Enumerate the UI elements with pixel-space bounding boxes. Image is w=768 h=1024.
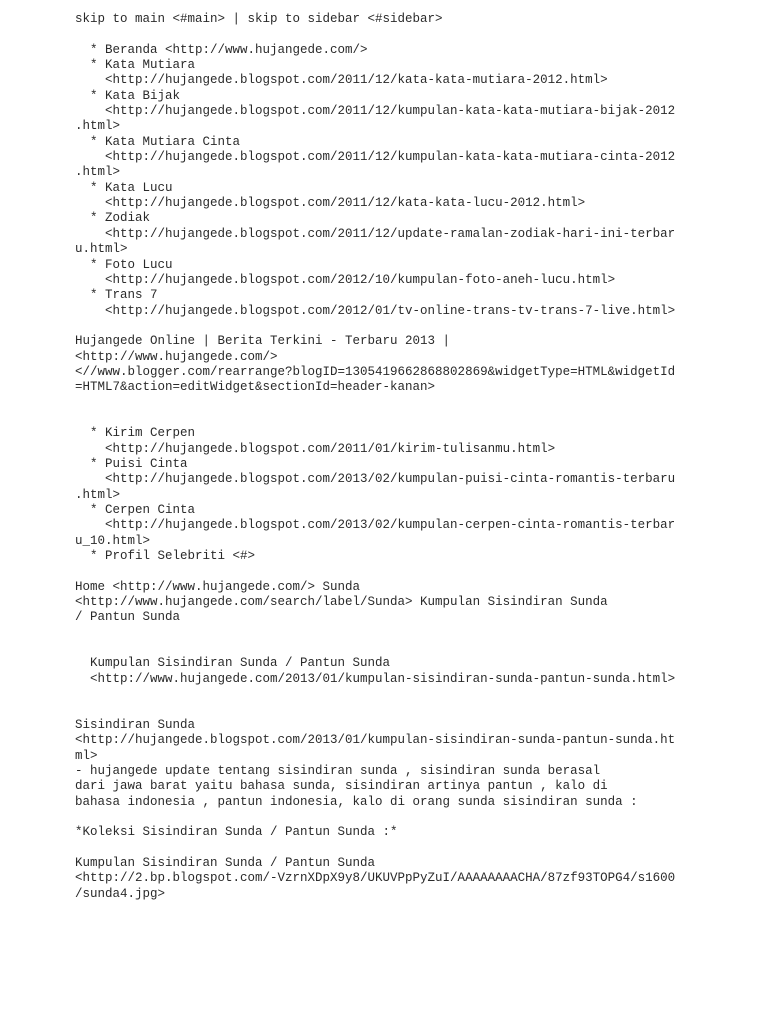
post-body-line: dari jawa barat yaitu bahasa sunda, sisindiran artinya pantun , kalo di — [75, 779, 608, 794]
nav-item-beranda[interactable]: * Beranda <http://www.hujangede.com/> — [75, 42, 368, 57]
nav-item-zodiak[interactable]: * Zodiak — [75, 211, 151, 226]
nav-item-kata-mutiara-cinta[interactable]: * Kata Mutiara Cinta — [75, 134, 241, 149]
nav-item-trans-7[interactable]: * Trans 7 — [75, 288, 158, 303]
header-menu-cerpen-cinta-url[interactable]: <http://hujangede.blogspot.com/2013/02/kumpulan-cerpen-cinta-romantis-terbar — [75, 518, 676, 533]
nav-item-kata-mutiara-cinta-url-cont[interactable]: .html> — [75, 165, 121, 180]
header-menu-kirim-cerpen-url[interactable]: <http://hujangede.blogspot.com/2011/01/kirim-tulisanmu.html> — [75, 441, 556, 456]
post-body-line: - hujangede update tentang sisindiran sunda , sisindiran sunda berasal — [75, 763, 601, 778]
document-text — [75, 12, 695, 902]
nav-item-zodiak-url[interactable]: <http://hujangede.blogspot.com/2011/12/update-ramalan-zodiak-hari-ini-terbar — [75, 226, 676, 241]
nav-item-kata-lucu-url[interactable]: <http://hujangede.blogspot.com/2011/12/kata-kata-lucu-2012.html> — [75, 196, 586, 211]
image-url-cont[interactable]: /sunda4.jpg> — [75, 886, 166, 901]
site-title-line[interactable]: Hujangede Online | Berita Terkini - Terbaru 2013 | — [75, 334, 451, 349]
breadcrumb-line[interactable]: Home <http://www.hujangede.com/> Sunda — [75, 579, 361, 594]
post-title-url[interactable]: <http://www.hujangede.com/2013/01/kumpulan-sisindiran-sunda-pantun-sunda.html> — [75, 671, 676, 686]
blank-line — [75, 564, 695, 579]
nav-item-kata-bijak-url-cont[interactable]: .html> — [75, 119, 121, 134]
nav-item-kata-bijak-url[interactable]: <http://hujangede.blogspot.com/2011/12/kumpulan-kata-kata-mutiara-bijak-2012 — [75, 104, 676, 119]
blank-line — [75, 641, 695, 656]
blank-line — [75, 626, 695, 641]
nav-item-kata-mutiara[interactable]: * Kata Mutiara — [75, 58, 196, 73]
post-link-url-cont[interactable]: ml> — [75, 748, 98, 763]
breadcrumb-line-cont[interactable]: <http://www.hujangede.com/search/label/Sunda> Kumpulan Sisindiran Sunda — [75, 595, 608, 610]
header-menu-kirim-cerpen[interactable]: * Kirim Cerpen — [75, 426, 196, 441]
post-link-url[interactable]: <http://hujangede.blogspot.com/2013/01/kumpulan-sisindiran-sunda-pantun-sunda.ht — [75, 733, 676, 748]
nav-item-kata-lucu[interactable]: * Kata Lucu — [75, 180, 173, 195]
site-title-url[interactable]: <http://www.hujangede.com/> — [75, 349, 278, 364]
header-menu-puisi-cinta[interactable]: * Puisi Cinta — [75, 456, 188, 471]
image-url[interactable]: <http://2.bp.blogspot.com/-VzrnXDpX9y8/UKUVPpPyZuI/AAAAAAAACHA/87zf93TOPG4/s1600 — [75, 871, 676, 886]
header-menu-cerpen-cinta-url-cont[interactable]: u_10.html> — [75, 533, 151, 548]
blank-line — [75, 27, 695, 42]
blank-line — [75, 841, 695, 856]
post-title[interactable]: Kumpulan Sisindiran Sunda / Pantun Sunda — [75, 656, 391, 671]
post-link-text[interactable]: Sisindiran Sunda — [75, 717, 196, 732]
nav-item-zodiak-url-cont[interactable]: u.html> — [75, 242, 128, 257]
blank-line — [75, 319, 695, 334]
nav-item-kata-mutiara-cinta-url[interactable]: <http://hujangede.blogspot.com/2011/12/kumpulan-kata-kata-mutiara-cinta-2012 — [75, 150, 676, 165]
blank-line — [75, 810, 695, 825]
blank-line — [75, 411, 695, 426]
blogger-widget-link[interactable]: <//www.blogger.com/rearrange?blogID=1305419662868802869&widgetType=HTML&widgetId — [75, 364, 676, 379]
collection-heading: *Koleksi Sisindiran Sunda / Pantun Sunda :* — [75, 825, 398, 840]
nav-item-kata-bijak[interactable]: * Kata Bijak — [75, 88, 181, 103]
blank-line — [75, 396, 695, 411]
nav-item-kata-mutiara-url[interactable]: <http://hujangede.blogspot.com/2011/12/kata-kata-mutiara-2012.html> — [75, 73, 608, 88]
blogger-widget-link-cont[interactable]: =HTML7&action=editWidget&sectionId=header-kanan> — [75, 380, 436, 395]
post-body-line: bahasa indonesia , pantun indonesia, kalo di orang sunda sisindiran sunda : — [75, 794, 638, 809]
header-menu-profil-selebriti[interactable]: * Profil Selebriti <#> — [75, 549, 256, 564]
header-menu-puisi-cinta-url-cont[interactable]: .html> — [75, 487, 121, 502]
blank-line — [75, 702, 695, 717]
header-menu-cerpen-cinta[interactable]: * Cerpen Cinta — [75, 503, 196, 517]
nav-item-trans-7-url[interactable]: <http://hujangede.blogspot.com/2012/01/tv-online-trans-tv-trans-7-live.html> — [75, 303, 676, 318]
skip-links-line[interactable]: skip to main <#main> | skip to sidebar <#sidebar> — [75, 12, 443, 26]
blank-line — [75, 687, 695, 702]
header-menu-puisi-cinta-url[interactable]: <http://hujangede.blogspot.com/2013/02/kumpulan-puisi-cinta-romantis-terbaru — [75, 472, 676, 487]
nav-item-foto-lucu-url[interactable]: <http://hujangede.blogspot.com/2012/10/kumpulan-foto-aneh-lucu.html> — [75, 272, 616, 287]
nav-item-foto-lucu[interactable]: * Foto Lucu — [75, 257, 173, 272]
breadcrumb-line-end: / Pantun Sunda — [75, 610, 181, 625]
image-caption[interactable]: Kumpulan Sisindiran Sunda / Pantun Sunda — [75, 855, 376, 870]
